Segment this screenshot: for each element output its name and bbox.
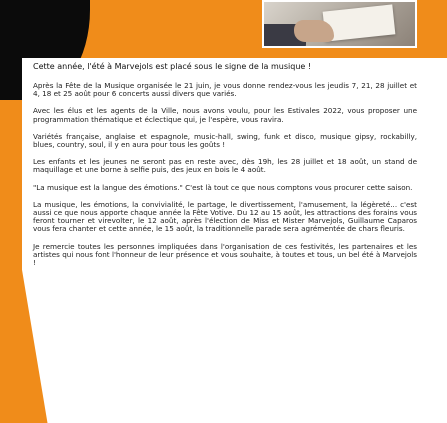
article-paragraph: "La musique est la langue des émotions." C'est là tout ce que nous comptons vous procurer cette saison. bbox=[33, 182, 413, 192]
photo-hand bbox=[294, 20, 334, 42]
article-paragraph: Variétés française, anglaise et espagnole, music-hall, swing, funk et disco, musique gipsy, rockabilly, blues, country, soul, il y en aura pour tous les goûts ! bbox=[33, 131, 417, 150]
article-paragraph: Après la Fête de la Musique organisée le 21 juin, je vous donne rendez-vous les jeudis 7, 21, 28 juillet et 4, 18 et 25 août pour 6 concerts aussi divers que variés. bbox=[33, 81, 417, 99]
article-body bbox=[33, 58, 417, 276]
article-paragraph: Avec les élus et les agents de la Ville, nous avons voulu, pour les Estivales 2022, vous proposer une programmation thématique et éclectique qui, je l'espère, vous ravira. bbox=[33, 106, 417, 124]
article-paragraph: La musique, les émotions, la convivialité, le partage, le divertissement, l'amusement, la légèreté... c'est aussi ce que nous apporte chaque année la Fête Votive. Du 12 au 15 août, les attractions des forains vous feront tourner et virevolter, le 12 août, après l'élection de Miss et Mister Marvejols, Guillaume Caparos vous fera chanter et cette année, le 15 août, la traditionnelle parade sera agrémentée de chars fleuris. bbox=[33, 199, 417, 234]
article-paragraph: Les enfants et les jeunes ne seront pas en reste avec, dès 19h, les 28 juillet et 18 août, un stand de maquillage et une borne à selfie puis, des jeux en bois le 4 août. bbox=[33, 157, 417, 175]
header-photo bbox=[262, 0, 417, 48]
article-paragraph: Je remercie toutes les personnes impliquées dans l'organisation de ces festivités, les partenaires et les artistes qui nous font l'honneur de leur présence et vous souhaite, à toutes et tous, un bel été à Marvejols ! bbox=[33, 241, 417, 268]
article-intro: Cette année, l'été à Marvejols est placé sous le signe de la musique ! bbox=[33, 62, 312, 71]
